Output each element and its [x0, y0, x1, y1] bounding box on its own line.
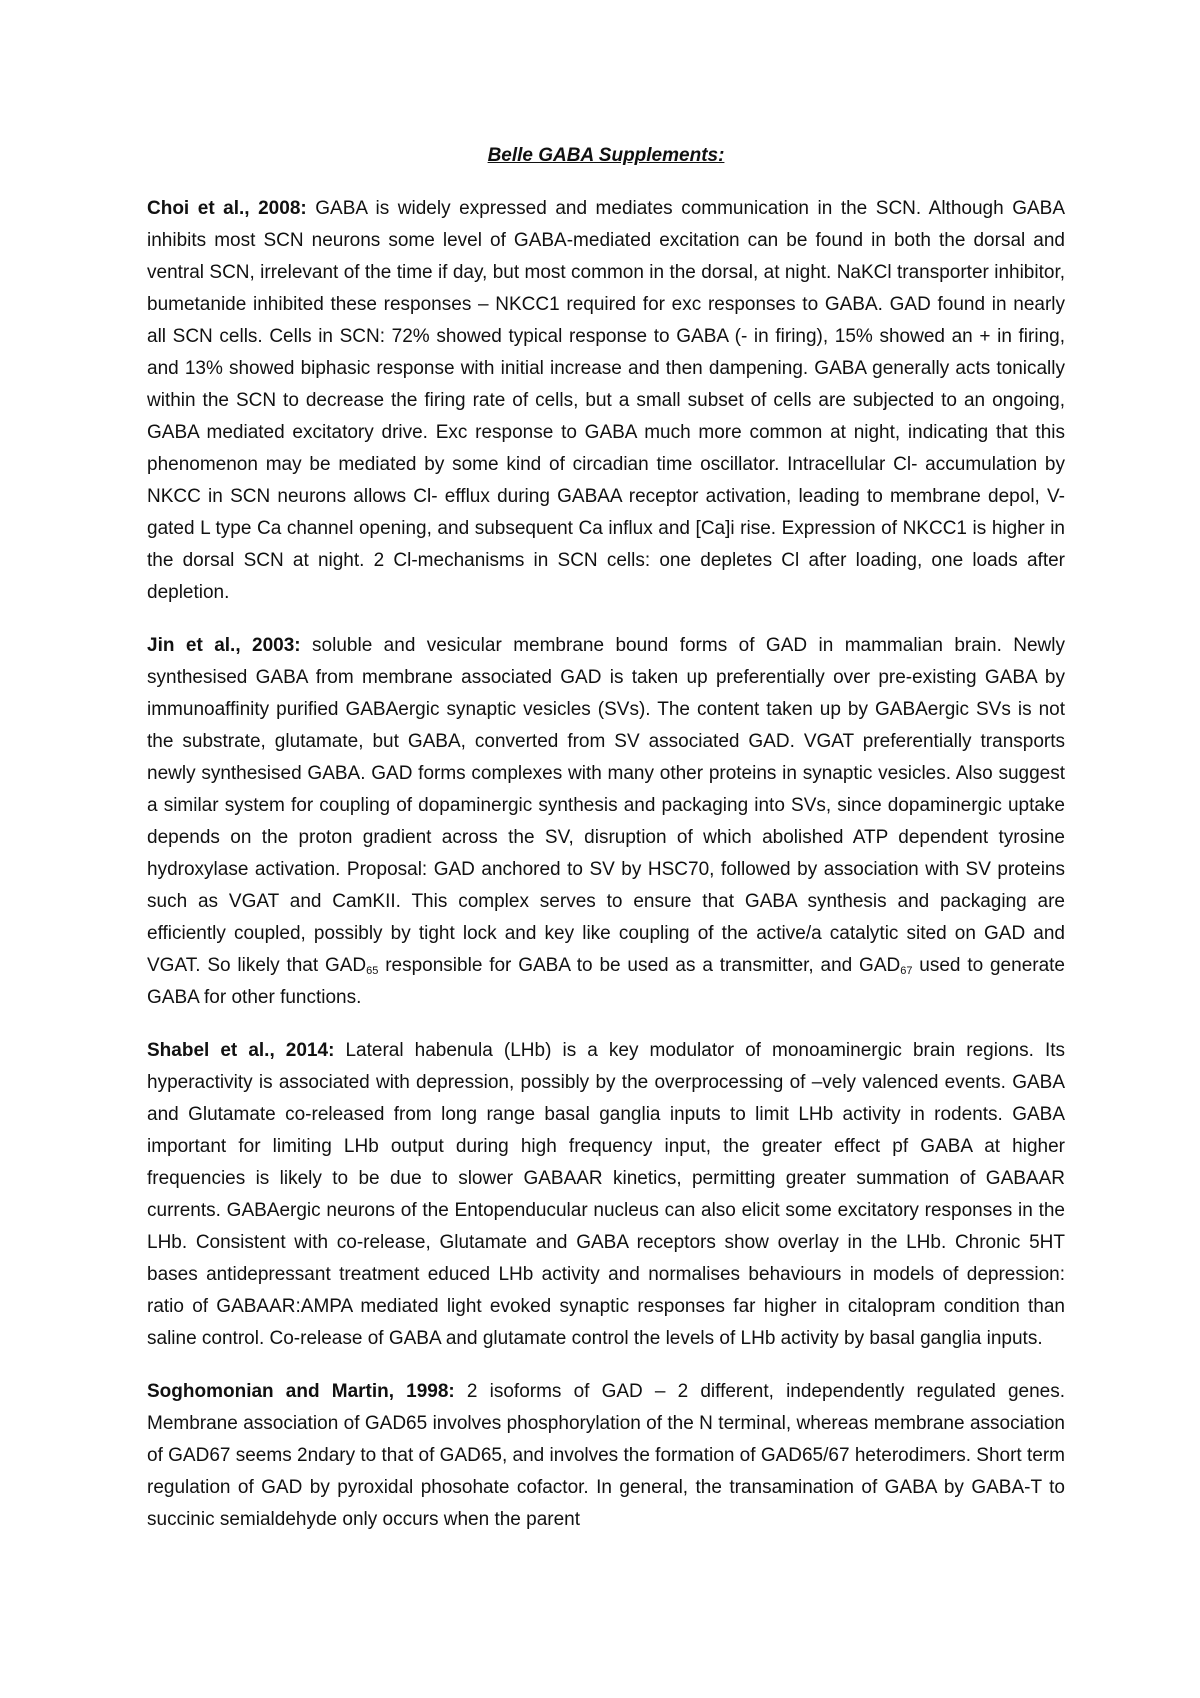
- paragraph-soghomonian: [147, 1376, 1065, 1536]
- subscript-gad65: 65: [366, 965, 379, 977]
- subscript-gad67: 67: [900, 965, 913, 977]
- document-page: [147, 140, 1065, 1557]
- reference-shabel: Shabel et al., 2014:: [147, 1040, 335, 1061]
- paragraph-jin: [147, 630, 1065, 1014]
- document-title: Belle GABA Supplements:: [487, 145, 725, 166]
- paragraph-jin-text: soluble and vesicular membrane bound forms of GAD in mammalian brain. Newly synthesised GABA from membrane associated GAD is taken up preferentially over pre-existing GABA by immunoaffinity purified GABAergic synaptic vesicles (SVs). The content taken up by GABAergic SVs is not the substrate, glutamate, but GABA, converted from SV associated GAD. VGAT preferentially transports newly synthesised GABA. GAD forms complexes with many other proteins in synaptic vesicles. Also suggest a similar system for coupling of dopaminergic synthesis and packaging into SVs, since dopaminergic uptake depends on the proton gradient across the SV, disruption of which abolished ATP dependent tyrosine hydroxylase activation. Proposal: GAD anchored to SV by HSC70, followed by association with SV proteins such as VGAT and CamKII. This complex serves to ensure that GABA synthesis and packaging are efficiently coupled, possibly by tight lock and key like coupling of the active/a catalytic sited on GAD and VGAT. So likely that GAD: [147, 635, 1065, 976]
- paragraph-shabel-text: Lateral habenula (LHb) is a key modulator of monoaminergic brain regions. Its hyperactivity is associated with depression, possibly by the overprocessing of –vely valenced events. GABA and Glutamate co-released from long range basal ganglia inputs to limit LHb activity in rodents. GABA important for limiting LHb output during high frequency input, the greater effect pf GABA at higher frequencies is likely to be due to slower GABAAR kinetics, permitting greater summation of GABAAR currents. GABAergic neurons of the Entopenducular nucleus can also elicit some excitatory responses in the LHb. Consistent with co-release, Glutamate and GABA receptors show overlay in the LHb. Chronic 5HT bases antidepressant treatment educed LHb activity and normalises behaviours in models of depression: ratio of GABAAR:AMPA mediated light evoked synaptic responses far higher in citalopram condition than saline control. Co-release of GABA and glutamate control the levels of LHb activity by basal ganglia inputs.: [147, 1040, 1066, 1349]
- paragraph-jin-text-2: responsible for GABA to be used as a transmitter, and GAD: [378, 955, 901, 976]
- paragraph-soghomonian-text: 2 isoforms of GAD – 2 different, independently regulated genes. Membrane association of GAD65 involves phosphorylation of the N terminal, whereas membrane association of GAD67 seems 2ndary to that of GAD65, and involves the formation of GAD65/67 heterodimers. Short term regulation of GAD by pyroxidal phosohate cofactor. In general, the transamination of GABA by GABA-T to succinic semialdehyde only occurs when the parent: [147, 1381, 1065, 1530]
- reference-soghomonian: Soghomonian and Martin, 1998:: [147, 1381, 455, 1402]
- reference-choi: Choi et al., 2008:: [147, 198, 307, 219]
- paragraph-jin-text-3: used to generate GABA for other functions.: [147, 955, 1065, 1008]
- reference-jin: Jin et al., 2003:: [147, 635, 301, 656]
- paragraph-choi-text: GABA is widely expressed and mediates communication in the SCN. Although GABA inhibits most SCN neurons some level of GABA-mediated excitation can be found in both the dorsal and ventral SCN, irrelevant of the time if day, but most common in the dorsal, at night. NaKCl transporter inhibitor, bumetanide inhibited these responses – NKCC1 required for exc responses to GABA. GAD found in nearly all SCN cells. Cells in SCN: 72% showed typical response to GABA (- in firing), 15% showed an + in firing, and 13% showed biphasic response with initial increase and then dampening. GABA generally acts tonically within the SCN to decrease the firing rate of cells, but a small subset of cells are subjected to an ongoing, GABA mediated excitatory drive. Exc response to GABA much more common at night, indicating that this phenomenon may be mediated by some kind of circadian time oscillator. Intracellular Cl- accumulation by NKCC in SCN neurons allows Cl- efflux during GABAA receptor activation, leading to membrane depol, V-gated L type Ca channel opening, and subsequent Ca influx and [Ca]i rise. Expression of NKCC1 is higher in the dorsal SCN at night. 2 Cl-mechanisms in SCN cells: one depletes Cl after loading, one loads after depletion.: [147, 198, 1065, 603]
- paragraph-shabel: [147, 1035, 1065, 1355]
- paragraph-choi: [147, 193, 1065, 609]
